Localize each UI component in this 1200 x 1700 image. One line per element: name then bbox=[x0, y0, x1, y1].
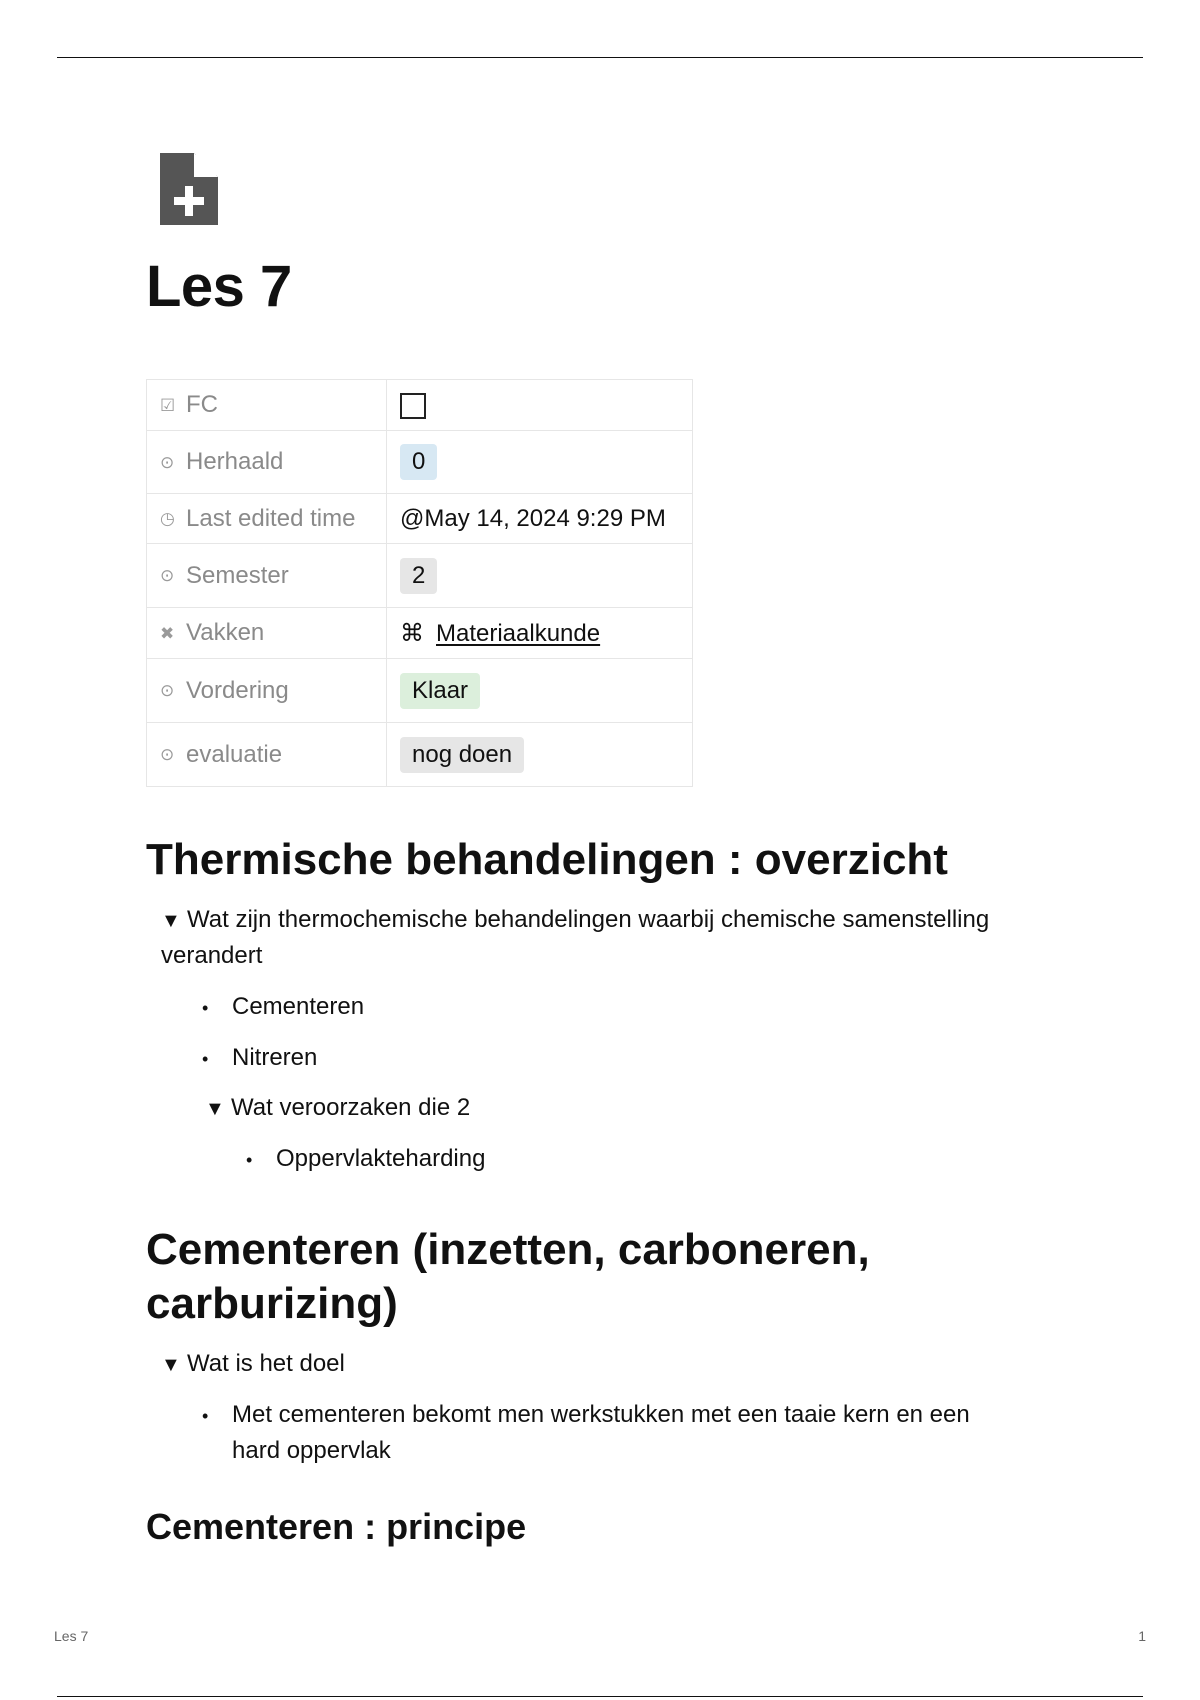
toggle-label: Wat zijn thermochemische behandelingen waarbij chemische samenstelling bbox=[187, 906, 990, 933]
list-item-text: Oppervlakteharding bbox=[276, 1145, 486, 1172]
toggle-label-continuation: verandert bbox=[161, 942, 263, 969]
select-icon: ⊙ bbox=[160, 566, 175, 586]
list-item bbox=[202, 989, 364, 1026]
property-row-last-edited bbox=[147, 494, 693, 544]
property-key: Last edited time bbox=[186, 504, 356, 532]
bottom-rule bbox=[57, 1696, 1143, 1697]
bullet-icon: • bbox=[202, 1049, 209, 1069]
checkbox-icon: ☑ bbox=[160, 395, 176, 415]
list-item bbox=[246, 1141, 485, 1178]
property-key: Semester bbox=[186, 561, 289, 589]
toggle-thermochemisch[interactable] bbox=[161, 902, 989, 939]
vakken-link[interactable]: Materiaalkunde bbox=[436, 619, 601, 647]
semester-pill[interactable]: 2 bbox=[400, 558, 437, 594]
page-number: 1 bbox=[1138, 1628, 1146, 1644]
property-row-herhaald[interactable] bbox=[147, 431, 693, 494]
toggle-label: Wat veroorzaken die 2 bbox=[231, 1094, 471, 1121]
footer-title: Les 7 bbox=[54, 1628, 89, 1644]
property-row-fc[interactable] bbox=[147, 380, 693, 431]
bullet-icon: • bbox=[202, 1406, 209, 1426]
vordering-pill[interactable]: Klaar bbox=[400, 673, 480, 709]
evaluatie-pill[interactable]: nog doen bbox=[400, 737, 524, 773]
select-icon: ⊙ bbox=[160, 745, 175, 765]
property-key: Vakken bbox=[186, 619, 265, 646]
heading-line: carburizing) bbox=[146, 1279, 398, 1328]
toggle-label: Wat is het doel bbox=[187, 1350, 345, 1377]
properties-table bbox=[146, 379, 693, 787]
heading-overzicht: Thermische behandelingen : overzicht bbox=[146, 835, 948, 884]
list-item-text: Nitreren bbox=[232, 1044, 318, 1071]
toggle-veroorzaken[interactable] bbox=[205, 1090, 470, 1127]
command-icon: ⌘ bbox=[400, 619, 424, 647]
list-item-text: Met cementeren bekomt men werkstukken met een taaie kern en een bbox=[232, 1401, 970, 1428]
property-key: Vordering bbox=[186, 676, 289, 704]
clock-icon: ◷ bbox=[160, 509, 175, 529]
fc-checkbox[interactable] bbox=[400, 393, 426, 419]
toggle-arrow-icon[interactable]: ▼ bbox=[161, 1354, 181, 1376]
list-item bbox=[202, 1040, 317, 1077]
toggle-arrow-icon[interactable]: ▼ bbox=[205, 1098, 225, 1120]
toggle-arrow-icon[interactable]: ▼ bbox=[161, 910, 181, 932]
page-title: Les 7 bbox=[146, 254, 292, 319]
list-item-continuation: hard oppervlak bbox=[232, 1437, 391, 1464]
property-key: evaluatie bbox=[186, 740, 283, 768]
toggle-doel[interactable] bbox=[161, 1346, 345, 1383]
bullet-icon: • bbox=[202, 998, 209, 1018]
heading-principe: Cementeren : principe bbox=[146, 1506, 527, 1547]
property-row-vakken[interactable] bbox=[147, 608, 693, 659]
select-icon: ⊙ bbox=[160, 452, 175, 472]
property-key: FC bbox=[186, 391, 218, 418]
list-item bbox=[202, 1397, 970, 1434]
page-add-icon bbox=[160, 153, 218, 225]
property-row-vordering[interactable] bbox=[147, 659, 693, 723]
heading-line: Cementeren (inzetten, carboneren, bbox=[146, 1225, 870, 1274]
property-row-evaluatie[interactable] bbox=[147, 723, 693, 787]
last-edited-value: @May 14, 2024 9:29 PM bbox=[400, 504, 666, 532]
bullet-icon: • bbox=[246, 1150, 253, 1170]
list-item-text: Cementeren bbox=[232, 993, 365, 1020]
top-rule bbox=[57, 57, 1143, 58]
herhaald-pill[interactable]: 0 bbox=[400, 444, 437, 480]
select-icon: ⊙ bbox=[160, 681, 175, 701]
heading-cementeren bbox=[146, 1223, 1106, 1331]
relation-icon: ✖ bbox=[160, 623, 175, 643]
property-row-semester[interactable] bbox=[147, 544, 693, 608]
property-key: Herhaald bbox=[186, 448, 284, 475]
